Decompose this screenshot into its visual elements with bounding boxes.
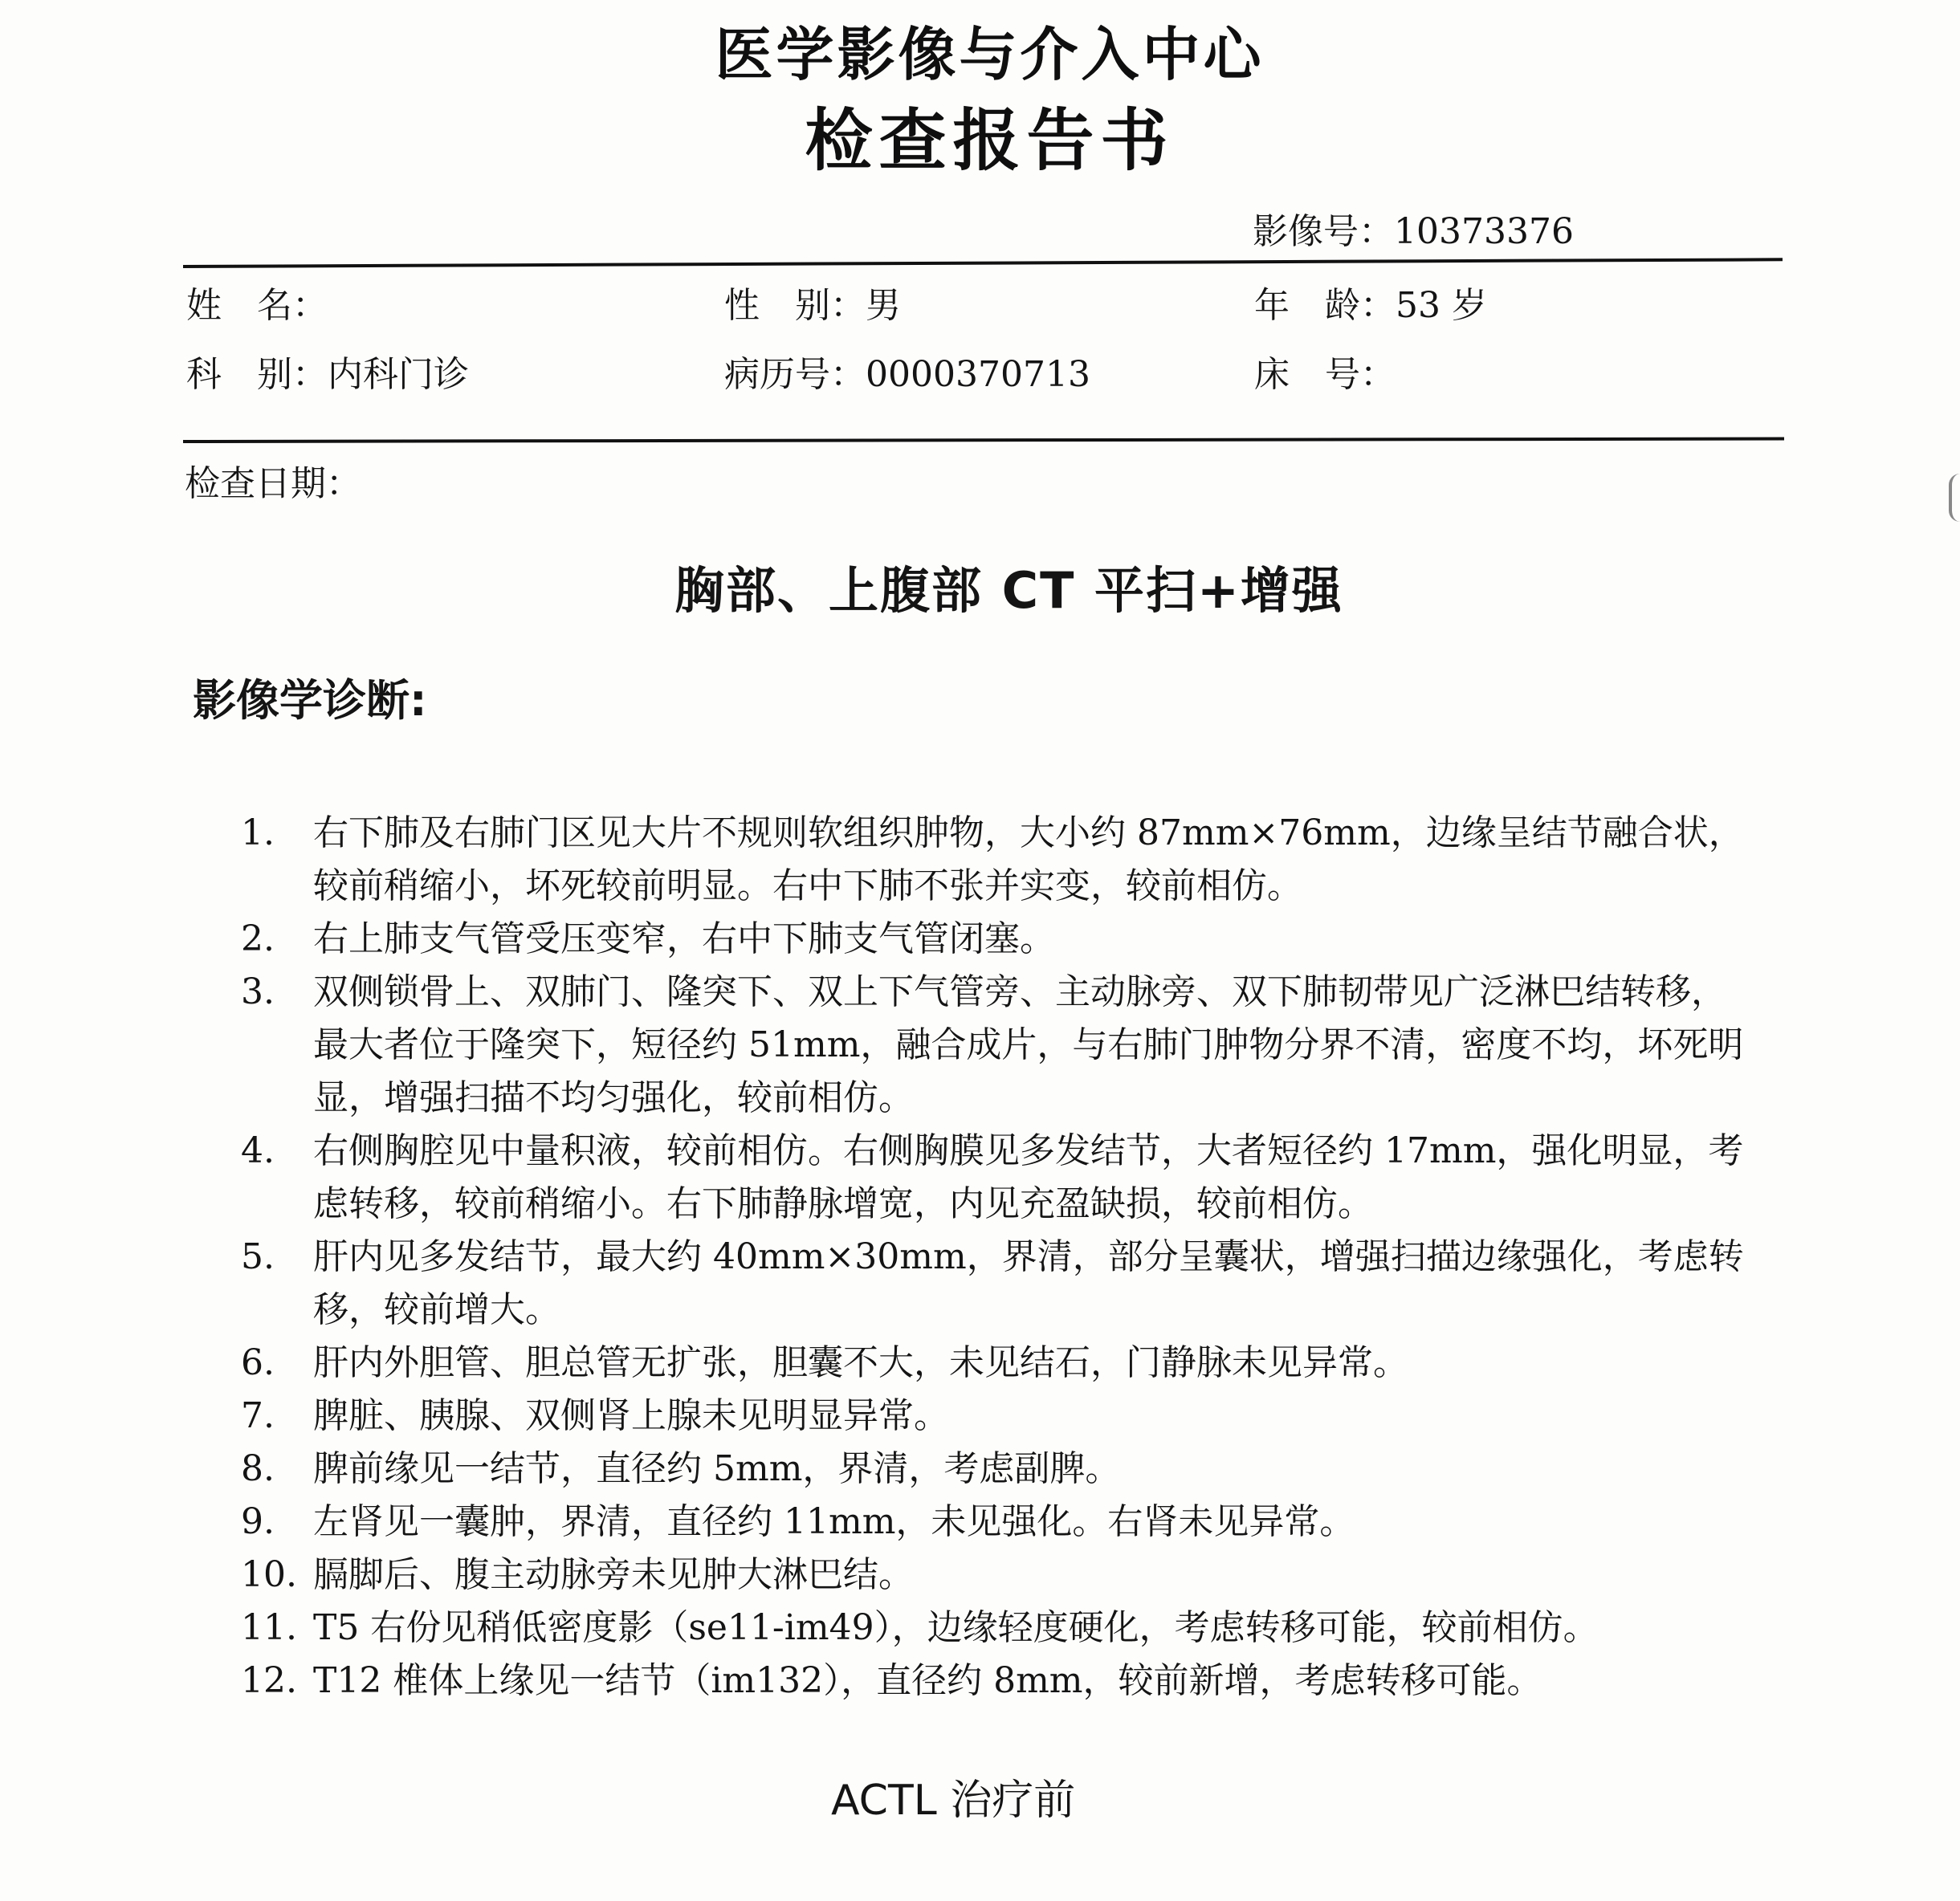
patient-gender-field [724, 276, 901, 328]
finding-number: 3. [241, 971, 275, 1012]
finding-text: 脾脏、胰腺、双侧肾上腺未见明显异常。 [313, 1395, 949, 1436]
dept-value: 内科门诊 [328, 354, 469, 395]
finding-text: 左肾见一囊肿，界清，直径约 11mm，未见强化。右肾未见异常。 [313, 1501, 1355, 1542]
finding-item [241, 1443, 1750, 1496]
finding-item [241, 1390, 1750, 1443]
page-edge-mark [1949, 474, 1960, 522]
diagnosis-heading: 影像学诊断: [193, 675, 427, 726]
finding-number: 11. [241, 1607, 297, 1648]
gender-label: 性 别： [724, 285, 866, 326]
age-value: 53 岁 [1396, 285, 1487, 326]
image-number-value: 10373376 [1394, 211, 1574, 252]
finding-text: 双侧锁骨上、双肺门、隆突下、双上下气管旁、主动脉旁、双下肺韧带见广泛淋巴结转移，最大者位于隆突下，短径约 51mm，融合成片，与右肺门肿物分界不清，密度不均，坏死明显，增强扫描不均匀强化，较前相仿。 [313, 971, 1744, 1118]
dept-label: 科 别： [186, 354, 328, 395]
finding-text: 膈脚后、腹主动脉旁未见肿大淋巴结。 [313, 1554, 914, 1595]
finding-item [241, 1231, 1750, 1337]
header-divider-bottom [183, 438, 1784, 443]
finding-number: 8. [241, 1448, 275, 1489]
finding-number: 7. [241, 1395, 275, 1436]
bed-number-field [1254, 345, 1396, 397]
header-divider-top [183, 258, 1783, 268]
finding-item [241, 966, 1750, 1125]
finding-number: 9. [241, 1501, 275, 1542]
exam-title: 胸部、上腹部 CT 平扫+增强 [674, 561, 1343, 620]
finding-item [241, 1655, 1750, 1708]
name-label: 姓 名： [186, 285, 328, 326]
image-number [1253, 202, 1574, 254]
finding-number: 2. [241, 918, 275, 959]
finding-number: 10. [241, 1554, 297, 1595]
finding-text: 肝内外胆管、胆总管无扩张，胆囊不大，未见结石，门静脉未见异常。 [313, 1342, 1408, 1383]
finding-number: 1. [241, 812, 275, 853]
finding-text: 右上肺支气管受压变窄，右中下肺支气管闭塞。 [313, 918, 1055, 959]
finding-item [241, 1125, 1750, 1231]
footer-note: ACTL 治疗前 [831, 1777, 1076, 1825]
finding-item [241, 1602, 1750, 1655]
finding-item [241, 1549, 1750, 1602]
document-title: 检查报告书 [805, 101, 1175, 180]
medical-record-field [724, 345, 1090, 397]
record-label: 病历号： [724, 354, 866, 395]
finding-item [241, 913, 1750, 966]
age-label: 年 龄： [1254, 285, 1396, 326]
finding-text: 右侧胸腔见中量积液，较前相仿。右侧胸膜见多发结节，大者短径约 17mm，强化明显，考虑转移，较前稍缩小。右下肺静脉增宽，内见充盈缺损，较前相仿。 [313, 1130, 1744, 1224]
finding-text: 右下肺及右肺门区见大片不规则软组织肿物，大小约 87mm×76mm，边缘呈结节融合状，较前稍缩小，坏死较前明显。右中下肺不张并实变，较前相仿。 [313, 812, 1744, 906]
patient-age-field [1254, 276, 1487, 328]
department-field [186, 345, 469, 397]
finding-text: 肝内见多发结节，最大约 40mm×30mm，界清，部分呈囊状，增强扫描边缘强化，考虑转移，较前增大。 [313, 1236, 1744, 1330]
finding-item [241, 1496, 1750, 1549]
finding-text: 脾前缘见一结节，直径约 5mm，界清，考虑副脾。 [313, 1448, 1121, 1489]
bed-label: 床 号： [1254, 354, 1396, 395]
gender-value: 男 [866, 285, 901, 326]
finding-number: 12. [241, 1660, 297, 1701]
patient-name-field [186, 276, 328, 328]
finding-item [241, 1337, 1750, 1390]
date-label: 检查日期： [185, 463, 361, 504]
finding-number: 6. [241, 1342, 275, 1383]
findings-list [241, 807, 1750, 1708]
finding-item [241, 807, 1750, 913]
finding-text: T12 椎体上缘见一结节（im132），直径约 8mm，较前新增，考虑转移可能。 [313, 1660, 1542, 1701]
finding-text: T5 右份见稍低密度影（se11-im49），边缘轻度硬化，考虑转移可能，较前相仿。 [313, 1607, 1599, 1648]
institution-title: 医学影像与介入中心 [715, 21, 1265, 88]
finding-number: 4. [241, 1130, 275, 1171]
finding-number: 5. [241, 1236, 275, 1277]
record-value: 0000370713 [866, 354, 1090, 395]
exam-date-field [185, 454, 361, 506]
image-number-label: 影像号： [1253, 211, 1394, 252]
